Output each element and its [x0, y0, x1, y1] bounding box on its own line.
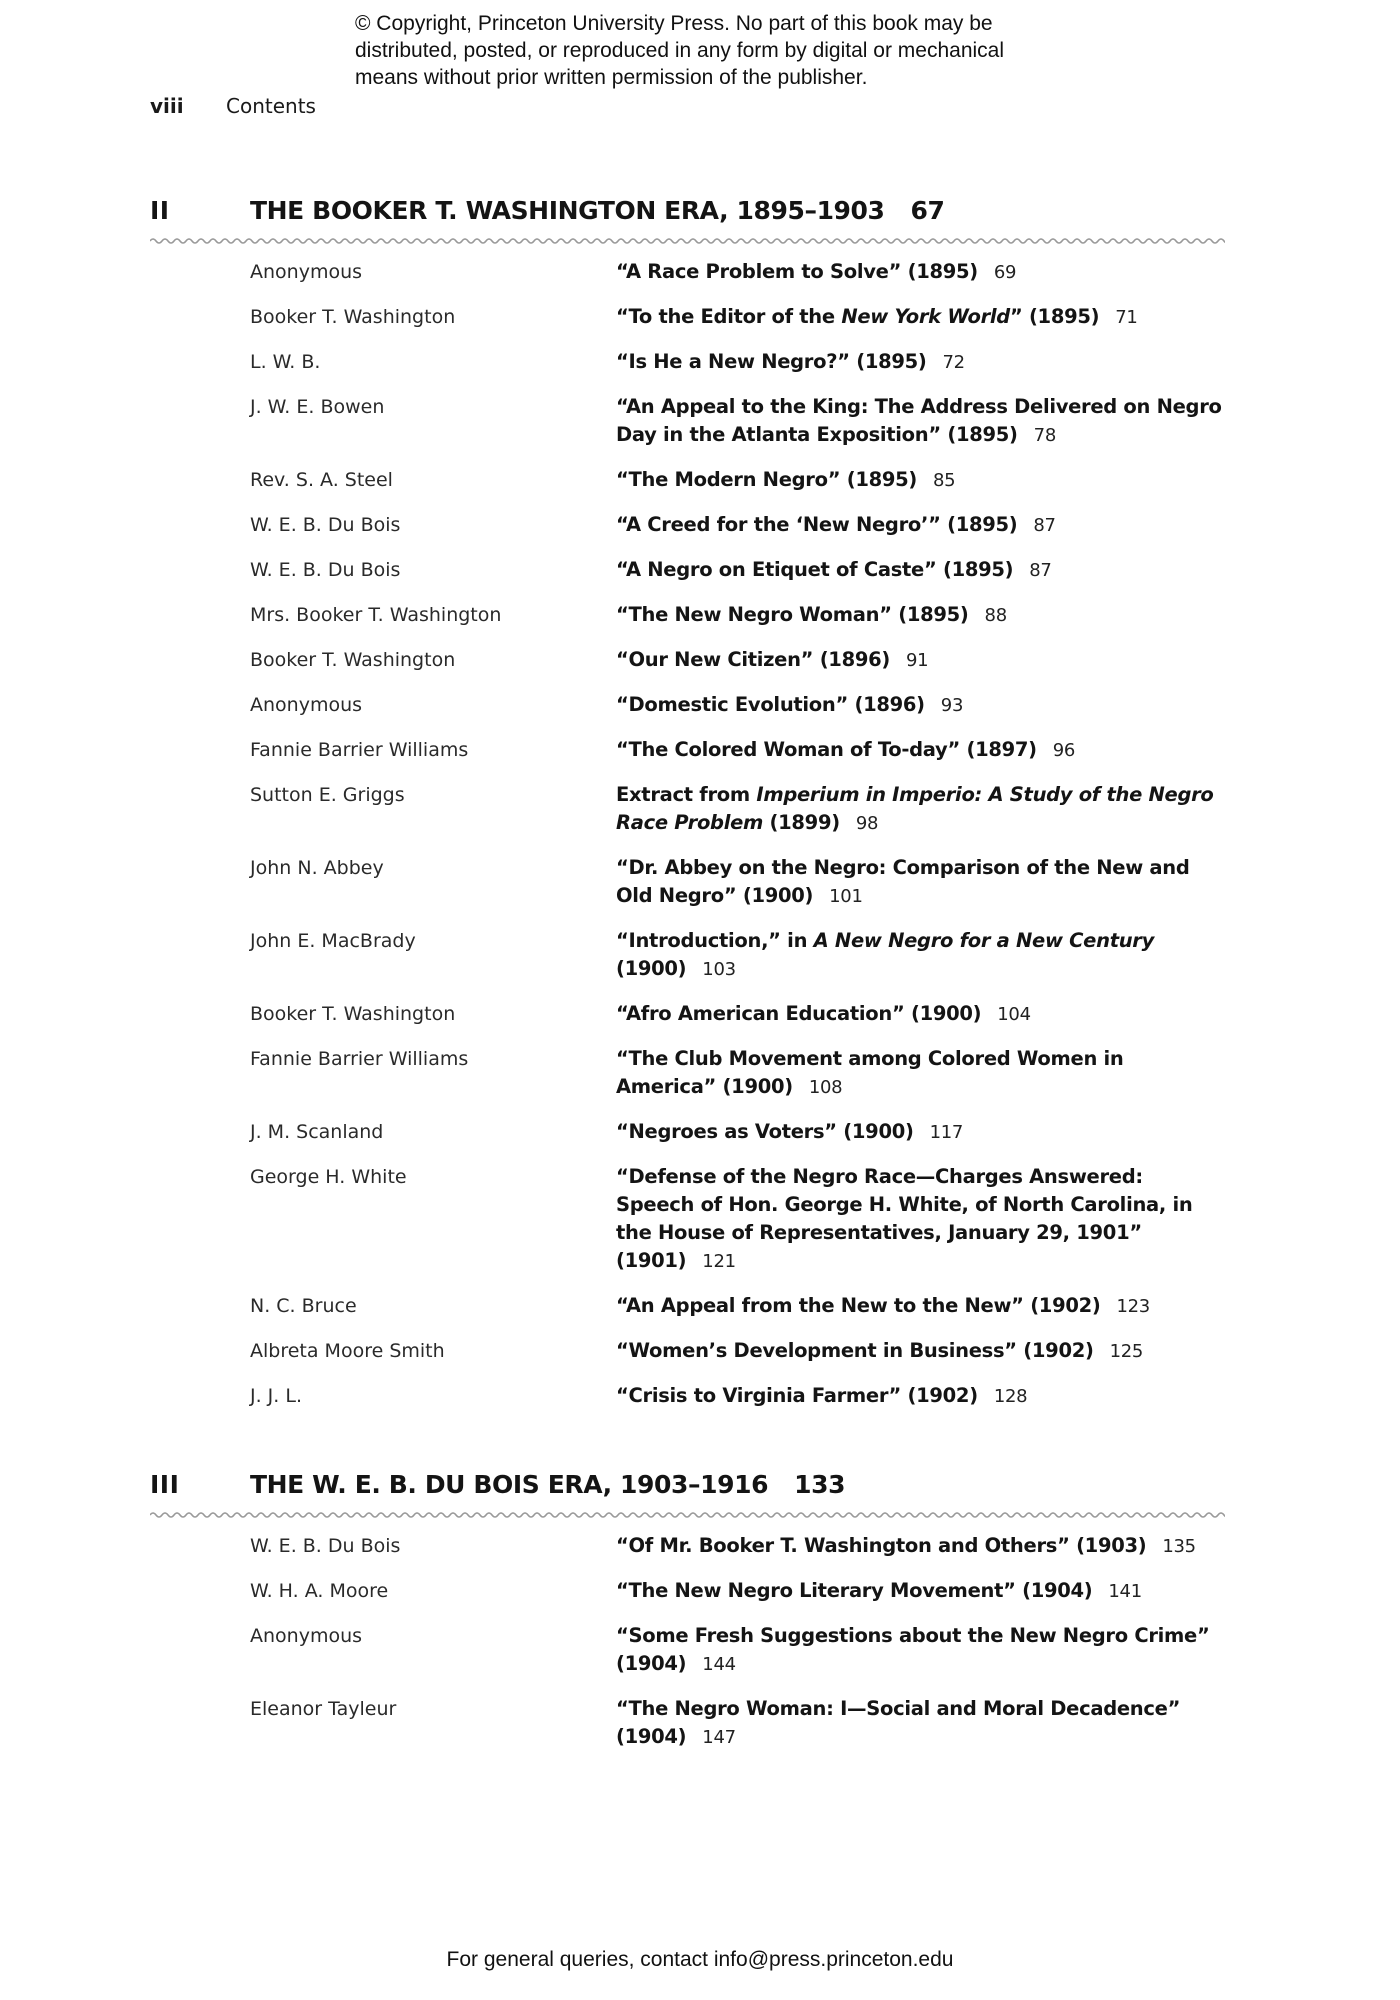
- entry-page-number: 144: [702, 1654, 736, 1675]
- entry-title: [616, 854, 1226, 911]
- entry-title: [616, 1163, 1226, 1276]
- entry-page-number: 108: [808, 1077, 843, 1098]
- entry-title: [616, 601, 1226, 630]
- entry-page-number: 123: [1116, 1296, 1150, 1317]
- entry-title: [616, 1118, 1226, 1147]
- entry-title-text: ” (1895): [1009, 305, 1100, 328]
- entry-title-text: “The Colored Woman of To-day” (1897): [616, 738, 1037, 761]
- entry-title-text: “The New Negro Woman” (1895): [616, 603, 969, 626]
- part-heading: [150, 196, 1225, 236]
- toc-part-iii: [150, 1470, 1225, 1768]
- entry-title: [616, 646, 1226, 675]
- entry-title-text: “A Creed for the ‘New Negro’” (1895): [616, 513, 1018, 536]
- entry-page-number: 103: [702, 959, 736, 980]
- toc-entry: [150, 1337, 1225, 1366]
- part-title: [250, 1470, 845, 1499]
- wavy-rule-divider: [150, 1510, 1225, 1520]
- entry-page-number: 147: [702, 1727, 736, 1748]
- toc-entry: [150, 736, 1225, 765]
- entry-title-text: “An Appeal from the New to the New” (1902): [616, 1294, 1101, 1317]
- toc-entry: [150, 601, 1225, 630]
- entry-author: J. J. L.: [250, 1385, 302, 1407]
- entry-title-text: (1900): [616, 957, 687, 980]
- entry-title: [616, 1622, 1226, 1679]
- entry-page-number: 128: [993, 1386, 1028, 1407]
- entry-page-number: 69: [993, 262, 1017, 283]
- entry-title-italic: New York World: [841, 305, 1010, 328]
- entry-title: [616, 511, 1226, 540]
- toc-entry: [150, 466, 1225, 495]
- part-page-number: 67: [910, 196, 945, 225]
- entry-author: Sutton E. Griggs: [250, 784, 405, 806]
- entry-title-text: “The Club Movement among Colored Women in America” (1900): [616, 1047, 1124, 1098]
- running-head-label: Contents: [226, 94, 316, 118]
- entry-page-number: 71: [1115, 307, 1138, 328]
- entry-title-text: “Some Fresh Suggestions about the New Negro Crime” (1904): [616, 1624, 1210, 1675]
- entry-title-text: “Is He a New Negro?” (1895): [616, 350, 927, 373]
- entry-title: [616, 556, 1226, 585]
- toc-entry: [150, 303, 1225, 332]
- entry-author: J. M. Scanland: [250, 1121, 384, 1143]
- wavy-rule-divider: [150, 236, 1225, 246]
- entry-title-text: “A Race Problem to Solve” (1895): [616, 260, 978, 283]
- entry-title-text: “A Negro on Etiquet of Caste” (1895): [616, 558, 1014, 581]
- entry-author: W. E. B. Du Bois: [250, 514, 401, 536]
- part-page-number: 133: [794, 1470, 846, 1499]
- copyright-line: means without prior written permission of the publisher.: [355, 66, 868, 89]
- toc-entry: [150, 1382, 1225, 1411]
- entry-author: Rev. S. A. Steel: [250, 469, 393, 491]
- toc-entry: [150, 1292, 1225, 1321]
- entry-page-number: 141: [1108, 1581, 1142, 1602]
- entry-title-text: “Women’s Development in Business” (1902): [616, 1339, 1094, 1362]
- entry-title-italic: Imperium in Imperio: A Study of the Negro Race Problem: [616, 783, 1214, 834]
- part-title: [250, 196, 945, 225]
- copyright-line: © Copyright, Princeton University Press. No part of this book may be: [355, 12, 993, 35]
- entry-title: [616, 1292, 1226, 1321]
- toc-entry: [150, 556, 1225, 585]
- entry-author: Booker T. Washington: [250, 649, 456, 671]
- entry-author: John N. Abbey: [250, 857, 384, 879]
- entry-page-number: 96: [1052, 740, 1076, 761]
- entry-title: [616, 927, 1226, 984]
- entry-page-number: 72: [942, 352, 965, 373]
- entry-title-text: (1899): [763, 811, 840, 834]
- toc-entry: [150, 1622, 1225, 1679]
- entry-page-number: 104: [997, 1004, 1031, 1025]
- entry-title-text: “To the Editor of the: [616, 305, 842, 328]
- entry-title: [616, 303, 1226, 332]
- toc-part-ii: [150, 196, 1225, 1427]
- toc-entry: [150, 1695, 1225, 1752]
- entry-title-text: “Afro American Education” (1900): [616, 1002, 982, 1025]
- entry-page-number: 85: [933, 470, 956, 491]
- entry-page-number: 135: [1162, 1536, 1196, 1557]
- entry-title-text: Extract from: [616, 783, 757, 806]
- entry-title: [616, 466, 1226, 495]
- entry-author: John E. MacBrady: [250, 930, 416, 952]
- entry-title-text: “Negroes as Voters” (1900): [616, 1120, 914, 1143]
- entry-page-number: 98: [855, 813, 879, 834]
- part-title-text: THE BOOKER T. WASHINGTON ERA, 1895–1903: [250, 196, 885, 225]
- entry-author: Booker T. Washington: [250, 306, 456, 328]
- copyright-notice: [355, 10, 1075, 91]
- entry-page-number: 87: [1033, 515, 1056, 536]
- entry-author: N. C. Bruce: [250, 1295, 357, 1317]
- running-head: [150, 94, 316, 118]
- toc-entry: [150, 258, 1225, 287]
- entry-page-number: 87: [1029, 560, 1052, 581]
- entry-title-text: “The Negro Woman: I—Social and Moral Decadence” (1904): [616, 1697, 1181, 1748]
- toc-entry: [150, 511, 1225, 540]
- entry-page-number: 78: [1033, 425, 1056, 446]
- entry-title-text: “The New Negro Literary Movement” (1904): [616, 1579, 1093, 1602]
- entry-author: W. E. B. Du Bois: [250, 559, 401, 581]
- part-number: III: [150, 1470, 180, 1499]
- entry-title: [616, 691, 1226, 720]
- entry-author: Albreta Moore Smith: [250, 1340, 445, 1362]
- entry-author: Anonymous: [250, 694, 363, 716]
- entry-title: [616, 258, 1226, 287]
- entry-author: Anonymous: [250, 1625, 363, 1647]
- entry-page-number: 121: [702, 1251, 736, 1272]
- entry-title-text: “Dr. Abbey on the Negro: Comparison of the New and Old Negro” (1900): [616, 856, 1190, 907]
- toc-entry: [150, 646, 1225, 675]
- part-title-text: THE W. E. B. DU BOIS ERA, 1903–1916: [250, 1470, 769, 1499]
- toc-entry: [150, 1045, 1225, 1102]
- entry-title-italic: A New Negro for a New Century: [813, 929, 1155, 952]
- entry-page-number: 117: [929, 1122, 964, 1143]
- toc-entry: [150, 393, 1225, 450]
- toc-entry: [150, 1000, 1225, 1029]
- entry-title-text: “Introduction,” in: [616, 929, 814, 952]
- entry-page-number: 88: [984, 605, 1007, 626]
- entry-title-text: “Of Mr. Booker T. Washington and Others” (1903): [616, 1534, 1147, 1557]
- toc-entry-list: [150, 258, 1225, 1411]
- toc-entry: [150, 781, 1225, 838]
- entry-title: [616, 393, 1226, 450]
- toc-entry: [150, 854, 1225, 911]
- entry-page-number: 91: [906, 650, 929, 671]
- entry-title-text: “Crisis to Virginia Farmer” (1902): [616, 1384, 978, 1407]
- entry-author: Mrs. Booker T. Washington: [250, 604, 502, 626]
- entry-page-number: 101: [829, 886, 863, 907]
- entry-title-text: “Defense of the Negro Race—Charges Answered: Speech of Hon. George H. White, of North Carolina, in the House of Representatives, January 29, 1901” (1901): [616, 1165, 1193, 1272]
- entry-title: [616, 781, 1226, 838]
- entry-title: [616, 1532, 1226, 1561]
- page-folio: viii: [150, 94, 184, 118]
- toc-entry: [150, 691, 1225, 720]
- entry-author: W. E. B. Du Bois: [250, 1535, 401, 1557]
- entry-title: [616, 1000, 1226, 1029]
- entry-title: [616, 736, 1226, 765]
- toc-entry: [150, 1163, 1225, 1276]
- toc-entry-list: [150, 1532, 1225, 1752]
- entry-title-text: “The Modern Negro” (1895): [616, 468, 918, 491]
- entry-author: L. W. B.: [250, 351, 321, 373]
- entry-page-number: 93: [940, 695, 964, 716]
- toc-entry: [150, 1118, 1225, 1147]
- entry-author: W. H. A. Moore: [250, 1580, 389, 1602]
- toc-entry: [150, 1532, 1225, 1561]
- entry-author: J. W. E. Bowen: [250, 396, 385, 418]
- part-number: II: [150, 196, 170, 225]
- entry-title: [616, 1577, 1226, 1606]
- toc-entry: [150, 348, 1225, 377]
- entry-title-text: “Domestic Evolution” (1896): [616, 693, 925, 716]
- toc-entry: [150, 1577, 1225, 1606]
- entry-title: [616, 1382, 1226, 1411]
- toc-entry: [150, 927, 1225, 984]
- entry-page-number: 125: [1109, 1341, 1144, 1362]
- entry-title: [616, 348, 1226, 377]
- entry-title-text: “Our New Citizen” (1896): [616, 648, 890, 671]
- entry-author: Anonymous: [250, 261, 363, 283]
- entry-author: Booker T. Washington: [250, 1003, 456, 1025]
- copyright-line: distributed, posted, or reproduced in any form by digital or mechanical: [355, 39, 1005, 62]
- entry-title: [616, 1695, 1226, 1752]
- footer-contact: For general queries, contact info@press.princeton.edu: [446, 1948, 954, 1971]
- entry-author: Fannie Barrier Williams: [250, 1048, 469, 1070]
- entry-author: Eleanor Tayleur: [250, 1698, 397, 1720]
- entry-author: George H. White: [250, 1166, 407, 1188]
- entry-title: [616, 1045, 1226, 1102]
- entry-title-text: “An Appeal to the King: The Address Delivered on Negro Day in the Atlanta Exposition” (1895): [616, 395, 1222, 446]
- entry-author: Fannie Barrier Williams: [250, 739, 469, 761]
- part-heading: [150, 1470, 1225, 1510]
- entry-title: [616, 1337, 1226, 1366]
